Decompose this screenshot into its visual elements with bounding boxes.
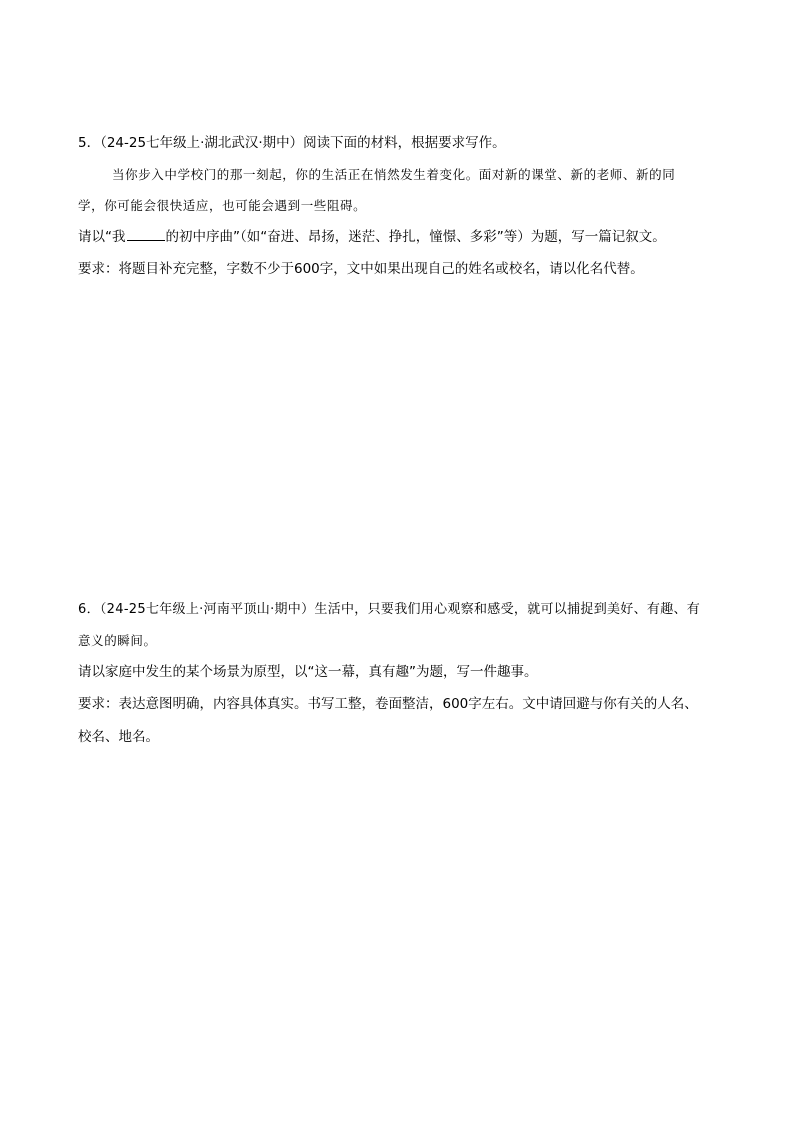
q6-requirements-line-1: 要求：表达意图明确，内容具体真实。书写工整，卷面整洁，600字左右。文中请回避与你有关的人名、 <box>78 696 698 712</box>
q6-header-line-1: 6．（24-25七年级上·河南平顶山·期中）生活中，只要我们用心观察和感受，就可以捕捉到美好、有趣、有 <box>78 602 701 617</box>
q5-material-line-1: 当你步入中学校门的那一刻起，你的生活正在悄然发生着变化。面对新的课堂、新的老师、新的同 <box>112 167 676 182</box>
q5-prompt-before-blank: 请以“我 <box>78 229 126 245</box>
q5-requirements: 要求：将题目补充完整，字数不少于600字，文中如果出现自己的姓名或校名，请以化名代替。 <box>78 261 644 277</box>
q6-prompt: 请以家庭中发生的某个场景为原型，以“这一幕，真有趣”为题，写一件趣事。 <box>78 664 538 680</box>
q6-requirements-line-2: 校名、地名。 <box>78 729 159 745</box>
q6-header-line-2: 意义的瞬间。 <box>78 633 157 648</box>
q5-header: 5．（24-25七年级上·湖北武汉·期中）阅读下面的材料，根据要求写作。 <box>78 135 506 151</box>
title-blank <box>127 228 165 241</box>
q5-prompt-after-blank: 的初中序曲”（如“奋进、昂扬，迷茫、挣扎，憧憬、多彩”等）为题，写一篇记叙文。 <box>165 229 666 245</box>
q5-prompt <box>78 228 666 246</box>
q5-material-line-2: 学，你可能会很快适应，也可能会遇到一些阻碍。 <box>78 198 367 213</box>
